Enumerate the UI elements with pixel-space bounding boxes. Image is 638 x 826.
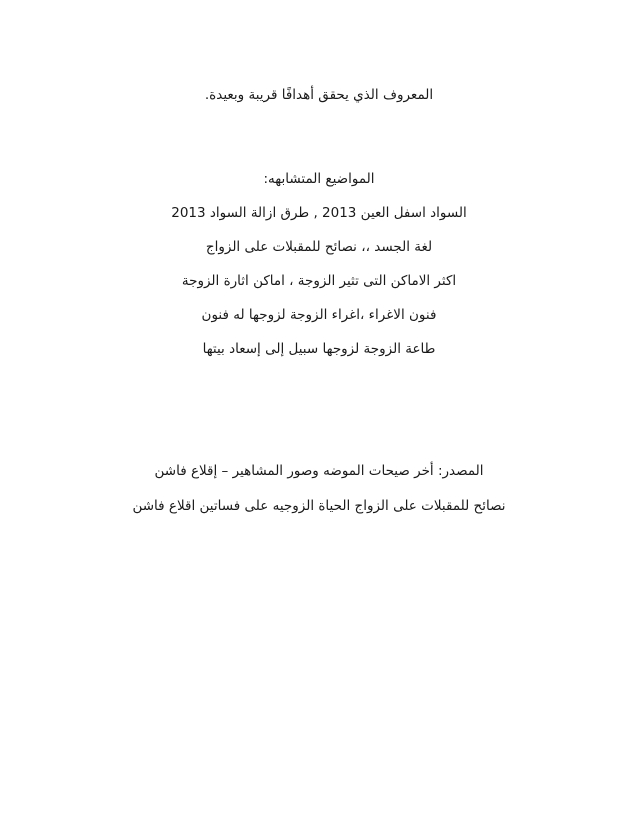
source-line: المصدر: أخر صيحات الموضه وصور المشاهير – إقلاع فاشن xyxy=(154,463,484,479)
related-topics-heading: المواضيع المتشابهه: xyxy=(263,171,375,187)
related-topic-link[interactable]: السواد اسفل العين 2013 , طرق ازالة السواد 2013 xyxy=(171,205,467,221)
footer-line: نصائح للمقبلات على الزواج الحياة الزوجيه على فساتين اقلاع فاشن xyxy=(132,498,506,514)
related-topic-link[interactable]: فنون الاغراء ،اغراء الزوجة لزوجها له فنون xyxy=(201,307,437,323)
related-topic-link[interactable]: طاعة الزوجة لزوجها سبيل إلى إسعاد بيتها xyxy=(202,341,436,357)
related-topic-link[interactable]: لغة الجسد ،، نصائح للمقبلات على الزواج xyxy=(205,239,433,255)
intro-line: المعروف الذي يحقق أهدافًا قريبة وبعيدة. xyxy=(204,87,434,103)
related-topic-link[interactable]: اكثر الاماكن التى تثير الزوجة ، اماكن اثارة الزوجة xyxy=(181,273,457,289)
